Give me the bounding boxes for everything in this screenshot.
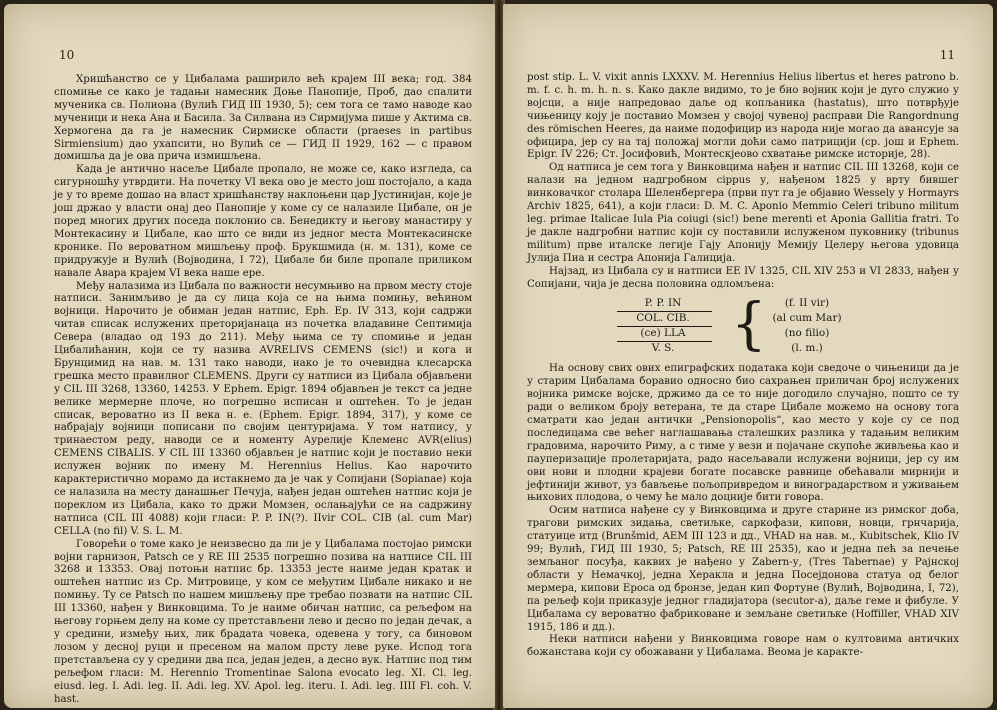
paragraph: Када је антично насеље Цибале пропало, не може се, како изгледа, са сигурношћу утврдити. На почетку VI века ово је место још постојало, а када је у то време дошао на власт хришћанству наклоњени цар Јустинијан, које је још држао у власти онај део Панопије у коме су се налазиле Цибале, он је поред многих других поседа поклонио св. Бенедикту и његову манастиру у Монтекасину и Цибале, као што се види из једног места Монтекасинске кронике. По вероватном мишљењу проф. Брукшмида (н. м. 131), коме се придружује и Вулић (Војводина, I 72), Цибале би биле пропале приликом навале Авара крајем VI века наше ере. xyxy=(54,164,472,279)
paragraph: Најзад, из Цибала су и натписи EE IV 1325, CIL XIV 253 и VI 2833, нађен у Сопијани, чија је десна половина одломљена: xyxy=(527,265,959,290)
inscription-abbreviation-table xyxy=(607,292,867,358)
brace-symbol: { xyxy=(731,292,767,358)
paragraph: На основу свих ових епиграфских података који сведоче о чињеници да је у старим Цибалама боравио односно био сахрањен приличан број ислужених војника римске војске, држимо да се то није догодило случајно, пошто се ту ради о великом броју ветерана, те да старе Цибале можемо на основу тога сматрати као један антички „Pensionopolis“, као место у које су се под последицама све већег наглашавања сталешких разлика у тадањим великим градовима, нарочито Риму, а с тиме у вези и појачане скупоће живљења као и пауперизације пролетаријата, радо насељавали ислужени војници, јер су им ови нови и плодни крајеви богате посавске равнице обећавали мирнији и јефтинији живот, уз бављење пољопривредом и виноградарством и уживањем њихових плодова, о чему ће мало доцније бити говора. xyxy=(527,363,959,504)
inscription-line: (ce) LLA xyxy=(640,327,686,340)
reconstruction-line: (f. II vir) xyxy=(784,297,830,310)
left-page xyxy=(4,4,495,708)
paragraph: Осим натписа нађене су у Винковцима и друге старине из римског доба, трагови римских зидања, светиљке, саркофази, кипови, новци, грнчарија, статуице итд (Brunšmid, AEM III 123 и дд., VHAD на нав. м., Kubitschek, Klio IV 99; Вулић, ГИД III 1930, 5; Patsch, RE III 2535), као и једна пећ за печење земљаног посуђа, каквих је нађено у Zabern-у, (Tres Tabernae) у Рајнској области у Немачкој, једна Херакла и једна Посејдонова статуа од белог мермера, кипови Ероса од бронзе, један кип Фортуне (Вулић, Војводина, I, 72), па рељеф који приказује једног гладијатора (secutor-a), даље геме и фибуле. У Цибалама су вероватно фабриковане и земљане светиљке (Hoffiller, VHAD XIV 1915, 186 и дд.). xyxy=(527,505,959,633)
right-page xyxy=(503,4,993,708)
page-number: 11 xyxy=(939,48,955,62)
reconstruction-line: (al cum Mar) xyxy=(772,312,842,325)
paragraph: Међу налазима из Цибала по важности несумњиво на првом месту стоје натписи. Занимљиво је да су лица која се на њима помињу, већином војници. Нарочито је обиман један натпис, Eph. Ep. IV 313, који садржи читав списак ислужених преторијанаца из почетка владавине Септимија Севера (владао од 193 до 211). Међу њима се ту спомиње и један Цибалићанин, који се ту назива AVRELIVS CEMENS (sic!) и кога и Брунцимид на нав. м. 131 тако наводи, иако је то очевидна клесарска грешка место правилног CLEMENS. Други су натписи из Цибала објављени у CIL III 3268, 13360, 14253. У Ephem. Epigr. 1894 објављен је текст са једне велике мермерне плоче, но погрешно исписан и оштећен. То је један списак, вероватно из II века н. е. (Ephem. Epigr. 1894, 317), у коме се набрајају војници пописани по својим центуријама. У том натпису, у тринаестом реду, наводи се и номенту Аурелије Клеменс AVR(elius) CEMENS CIBALIS. У CIL III 13360 објављен је натпис који је поставио неки ислужен војник по имену M. Herennius Helius. Као нарочито карактеристично морамо да истакнемо да је чак у Сопијани (Sopianae) која се налазила на месту данашњег Печуја, нађен један оштећен натпис који је пореклом из Цибала, како то држи Момзен, ослањајући се на садржину натписа (CIL III 4088) који гласи: P. P. IN(?). IIvir COL. CIB (al. cum Mar) CELLA (no fil) V. S. L. M. xyxy=(54,280,472,537)
reconstruction-line: (no filio) xyxy=(784,327,830,340)
page-number: 10 xyxy=(59,48,75,62)
inscription-line: P. P. IN xyxy=(644,297,682,310)
inscription-line: COL. CIB. xyxy=(636,312,690,325)
inscription-line: V. S. xyxy=(651,342,675,355)
paragraph: Од натписа је сем тога у Винковцима нађен и натпис CIL III 13268, који се налази на једном надгробном cippus у, нађеном 1825 у врту бившег винковачког столара Шеленбергера (први пут га је објавио Wessely у Hormayrs Archiv 1825, 641), а који гласи: D. M. C. Aponio Memmio Celeri tribuno militum leg. primae Italicae Iula Pia coiugi (sic!) bene merenti et Aponia Gallitia fratri. То је дакле надгробни натпис који су поставили ислуженом пуковнику (tribunus militum) прве италске легије Гају Апонију Мемију Целеру његова удовица Јулија Пиа и сестра Апонија Галиција. xyxy=(527,162,959,264)
paragraph: Неки натписи нађени у Винковцима говоре нам о култовима античких божанстава који су обожавани у Цибалама. Веома је каракте- xyxy=(527,634,959,659)
right-page-text xyxy=(527,72,959,660)
left-page-text xyxy=(54,74,472,706)
paragraph: Говорећи о томе како је неизвесно да ли је у Цибалама постојао римски војни гарнизон, Patsch се у RE III 2535 погрешно позива на натписе CIL III 3268 и 13353. Овај потоњи натпис бр. 13353 јесте наиме један кратак и оштећен натпис из Ср. Митровице, у ком се међутим Цибале никако и не помињу. Ту се Patsch по нашем мишљењу пре требао позвати на натпис CIL III 13360, нађен у Винковцима. То је наиме обичан натпис, са рељефом на његову горњем делу на коме су претстављени лево и десно по један дечак, а у средини, између њих, лик брадата човека, одевена у тогу, са биновом лозом у десној руци и пресеном на малом прсту леве руке. Испод тога претстављена су у средини два пса, један једен, а десно вук. Натпис под тим рељефом гласи: M. Herennio Tromentinae Salona evocato leg. XI. Cl. leg. eiusd. leg. I. Adi. leg. II. Adi. leg. XV. Apol. leg. iteru. I. Adi. leg. IIII Fl. coh. V. hast. xyxy=(54,538,472,705)
paragraph: post stip. L. V. vixit annis LXXXV. M. Herennius Helius libertus et heres patrono b. m. f. c. h. m. h. n. s. Како дакле видимо, то је био војник који је дуго служио у војсци, а није напредовао даље од копљаника (hastatus), што потврђује чињеницу коју је поставио Момзен у својој чувеној расправи Die Rangordnung des römischen Heeres, да наиме подофицир из народа није могао да авансује за официра, јер су на тај положај могли доћи само патрицији (ср. још и Ephem. Epigr. IV 226; Ст. Јосифовић, Монтескјеово схватање римске историје, 28). xyxy=(527,72,959,161)
paragraph: Хришћанство се у Цибалама раширило већ крајем III века; год. 384 спомиње се како је тадањи намесник Доње Панопије, Проб, дао спалити мученика св. Полиона (Вулић ГИД III 1930, 5); сем тога се тамо наводе као мученици и нека Ана и Басила. За Силвана из Сирмијума пише у Актима св. Хермогена да га је намесник Сирмиске области (praeses in partibus Sirmiensium) дао ухапсити, но Вулић се — ГИД II 1929, 162 — с правом домишља да је ова прича измишљена. xyxy=(54,74,472,163)
reconstruction-line: (l. m.) xyxy=(791,342,823,355)
